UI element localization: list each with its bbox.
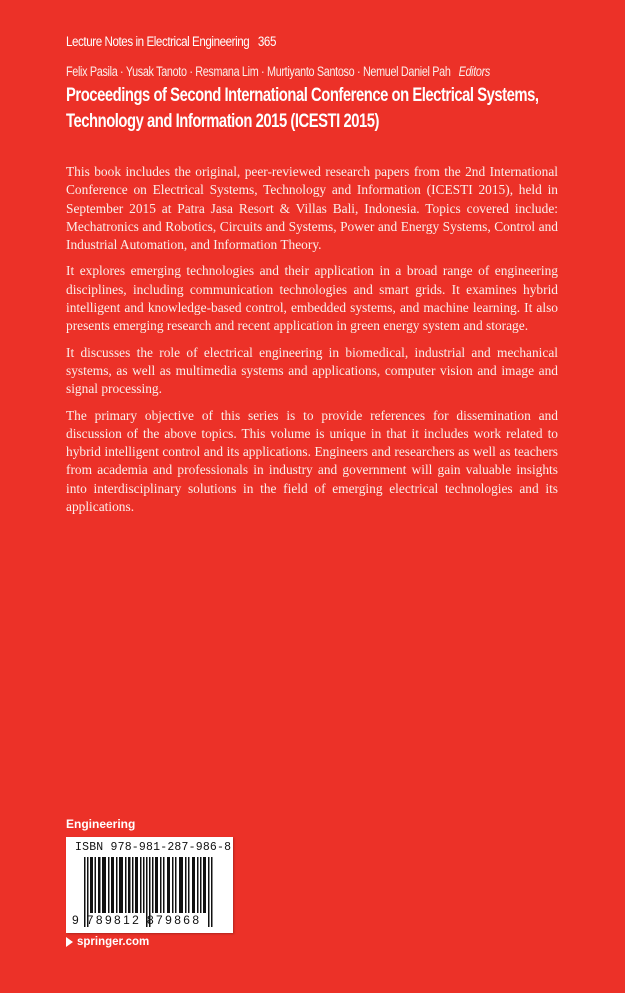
isbn-barcode [66,837,233,933]
website-text: springer.com [77,936,150,948]
subject-category: Engineering [66,817,136,831]
blurb-paragraph-2: It explores emerging technologies and their application in a broad range of engineering disciplines, including communication technologies and smart grids. It examines hybrid intelligent and knowledge-based control, embedded systems, and machine learning. It also presents emerging research and recent application in green energy system and storage. [66,263,558,334]
editor-names: Felix Pasila · Yusak Tanoto · Resmana Lim · Murtiyanto Santoso · Nemuel Daniel Pah [66,64,451,79]
series-line [66,34,276,49]
book-title [66,83,539,135]
website-link[interactable] [66,936,149,948]
editors-line [66,64,490,79]
volume-number: 365 [257,34,276,49]
series-name: Lecture Notes in Electrical Engineering [66,34,250,49]
blurb-paragraph-4: The primary objective of this series is to provide references for dissemination and discussion of the above topics. This volume is unique in that it includes work related to hybrid intelligent control and its applications. Engineers and researchers as well as teachers from academia and professionals in industry and government will gain valuable insights into interdisciplinary solutions in the field of emerging electrical technologies and its applications. [66,407,558,515]
arrow-right-icon [66,937,73,947]
blurb-paragraph-3: It discusses the role of electrical engineering in biomedical, industrial and mechanical systems, as well as multimedia systems and applications, computer vision and image and signal processing. [66,344,558,397]
blurb-paragraph-1: This book includes the original, peer-reviewed research papers from the 2nd International Conference on Electrical Systems, Technology and Information (ICESTI 2015), held in September 2015 at Patra Jasa Resort & Villas Bali, Indonesia. Topics covered include: Mechatronics and Robotics, Circuits and Systems, Power and Energy Systems, Control and Industrial Automation, and Information Theory. [66,164,558,253]
title-line-2: Technology and Information 2015 (ICESTI 2015) [66,111,380,132]
title-line-1: Proceedings of Second International Conference on Electrical Systems, [66,85,539,106]
isbn-label: ISBN 978-981-287-986-8 [75,841,232,854]
barcode-digits: 9 789812 879868 [72,913,202,927]
blurb [66,163,558,524]
editors-role: Editors [458,64,490,79]
